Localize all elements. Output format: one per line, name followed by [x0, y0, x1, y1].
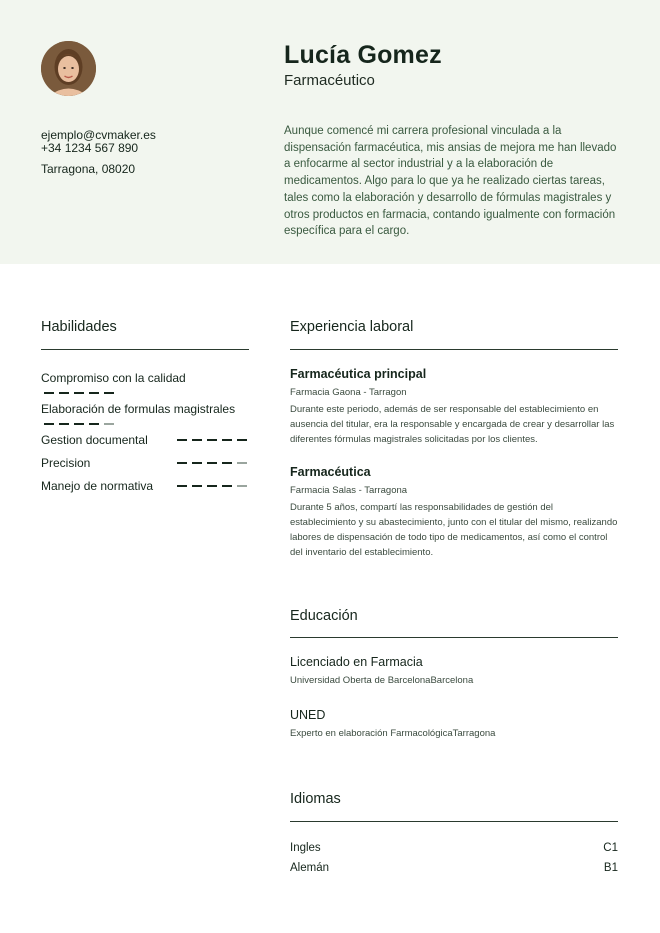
skill-dash-filled: [177, 485, 187, 487]
skill-label: Precision: [41, 456, 91, 470]
skill-dash-filled: [59, 423, 69, 425]
skill-dash-filled: [222, 439, 232, 441]
location-text: Tarragona, 08020: [41, 162, 136, 176]
skill-dash-filled: [222, 462, 232, 464]
skills-divider: [41, 349, 249, 350]
skill-dash-empty: [104, 423, 114, 425]
languages-divider: [290, 821, 618, 822]
skill-dash-filled: [104, 392, 114, 394]
language-name: Alemán: [290, 862, 329, 874]
job-description: Durante 5 años, compartí las responsabilidades de gestión del establecimiento y su abastecimiento, junto con el titular del mismo, realizando labores de dispensación de todo tipo de medicamentos, así como el control del inventario del establecimiento.: [290, 502, 618, 558]
skill-dash-filled: [89, 392, 99, 394]
skill-dash-empty: [237, 485, 247, 487]
avatar: [41, 41, 96, 96]
candidate-role: Farmacéutico: [284, 72, 375, 89]
job-company: Farmacia Gaona - Tarragon: [290, 387, 407, 398]
phone-text: +34 1234 567 890: [41, 141, 139, 155]
skill-dash-filled: [222, 485, 232, 487]
skill-dash-filled: [44, 423, 54, 425]
skills-title: Habilidades: [41, 319, 117, 335]
education-divider: [290, 637, 618, 638]
education-title: Educación: [290, 608, 358, 624]
skill-rating: [177, 462, 247, 464]
education-degree: UNED: [290, 708, 326, 722]
skill-label: Gestion documental: [41, 433, 148, 447]
avatar-photo-icon: [41, 41, 96, 96]
skill-dash-filled: [192, 439, 202, 441]
skill-dash-filled: [192, 462, 202, 464]
job-title: Farmacéutica: [290, 465, 371, 479]
skill-dash-filled: [207, 439, 217, 441]
candidate-name: Lucía Gomez: [284, 41, 442, 69]
skill-dash-filled: [192, 485, 202, 487]
language-level: B1: [603, 862, 618, 874]
skill-dash-filled: [177, 439, 187, 441]
skill-dash-filled: [207, 462, 217, 464]
skill-dash-empty: [237, 462, 247, 464]
skill-dash-filled: [237, 439, 247, 441]
email-text: ejemplo@cvmaker.es: [41, 128, 156, 142]
skill-dash-filled: [89, 423, 99, 425]
skill-dash-filled: [44, 392, 54, 394]
language-level: C1: [603, 842, 618, 854]
skill-dash-filled: [74, 392, 84, 394]
job-description: Durante este periodo, además de ser responsable del establecimiento en ausencia del titular, era la responsable y encargada de crear y desarrollar las diferentes fórmulas magistrales solicitadas por los clientes.: [290, 404, 615, 445]
skill-rating: [177, 439, 247, 441]
skill-dash-filled: [74, 423, 84, 425]
skill-dash-filled: [59, 392, 69, 394]
skill-label: Compromiso con la calidad: [41, 371, 186, 385]
job-company: Farmacia Salas - Tarragona: [290, 485, 408, 496]
skill-rating: [44, 423, 114, 425]
skill-dash-filled: [207, 485, 217, 487]
experience-divider: [290, 349, 618, 350]
languages-title: Idiomas: [290, 791, 341, 807]
education-school: Universidad Oberta de BarcelonaBarcelona: [290, 675, 474, 686]
experience-title: Experiencia laboral: [290, 319, 414, 335]
skill-label: Manejo de normativa: [41, 479, 154, 493]
skill-label: Elaboración de formulas magistrales: [41, 402, 236, 416]
job-title: Farmacéutica principal: [290, 367, 427, 381]
profile-summary: Aunque comencé mi carrera profesional vinculada a la dispensación farmacéutica, mis ansias de mejora me han llevado a enfocarme al sector industrial y a la elaboración de medicamentos. Algo para lo que ya he realizado ciertas tareas, tales como la elaboración y desarrollo de fórmulas magistrales y otros productos en farmacia, contando igualmente con formación específica para el cargo.: [284, 125, 617, 238]
skill-rating: [177, 485, 247, 487]
skill-dash-filled: [177, 462, 187, 464]
education-school: Experto en elaboración FarmacológicaTarragona: [290, 728, 496, 739]
education-degree: Licenciado en Farmacia: [290, 655, 423, 669]
language-name: Ingles: [290, 842, 321, 854]
skill-rating: [44, 392, 114, 394]
